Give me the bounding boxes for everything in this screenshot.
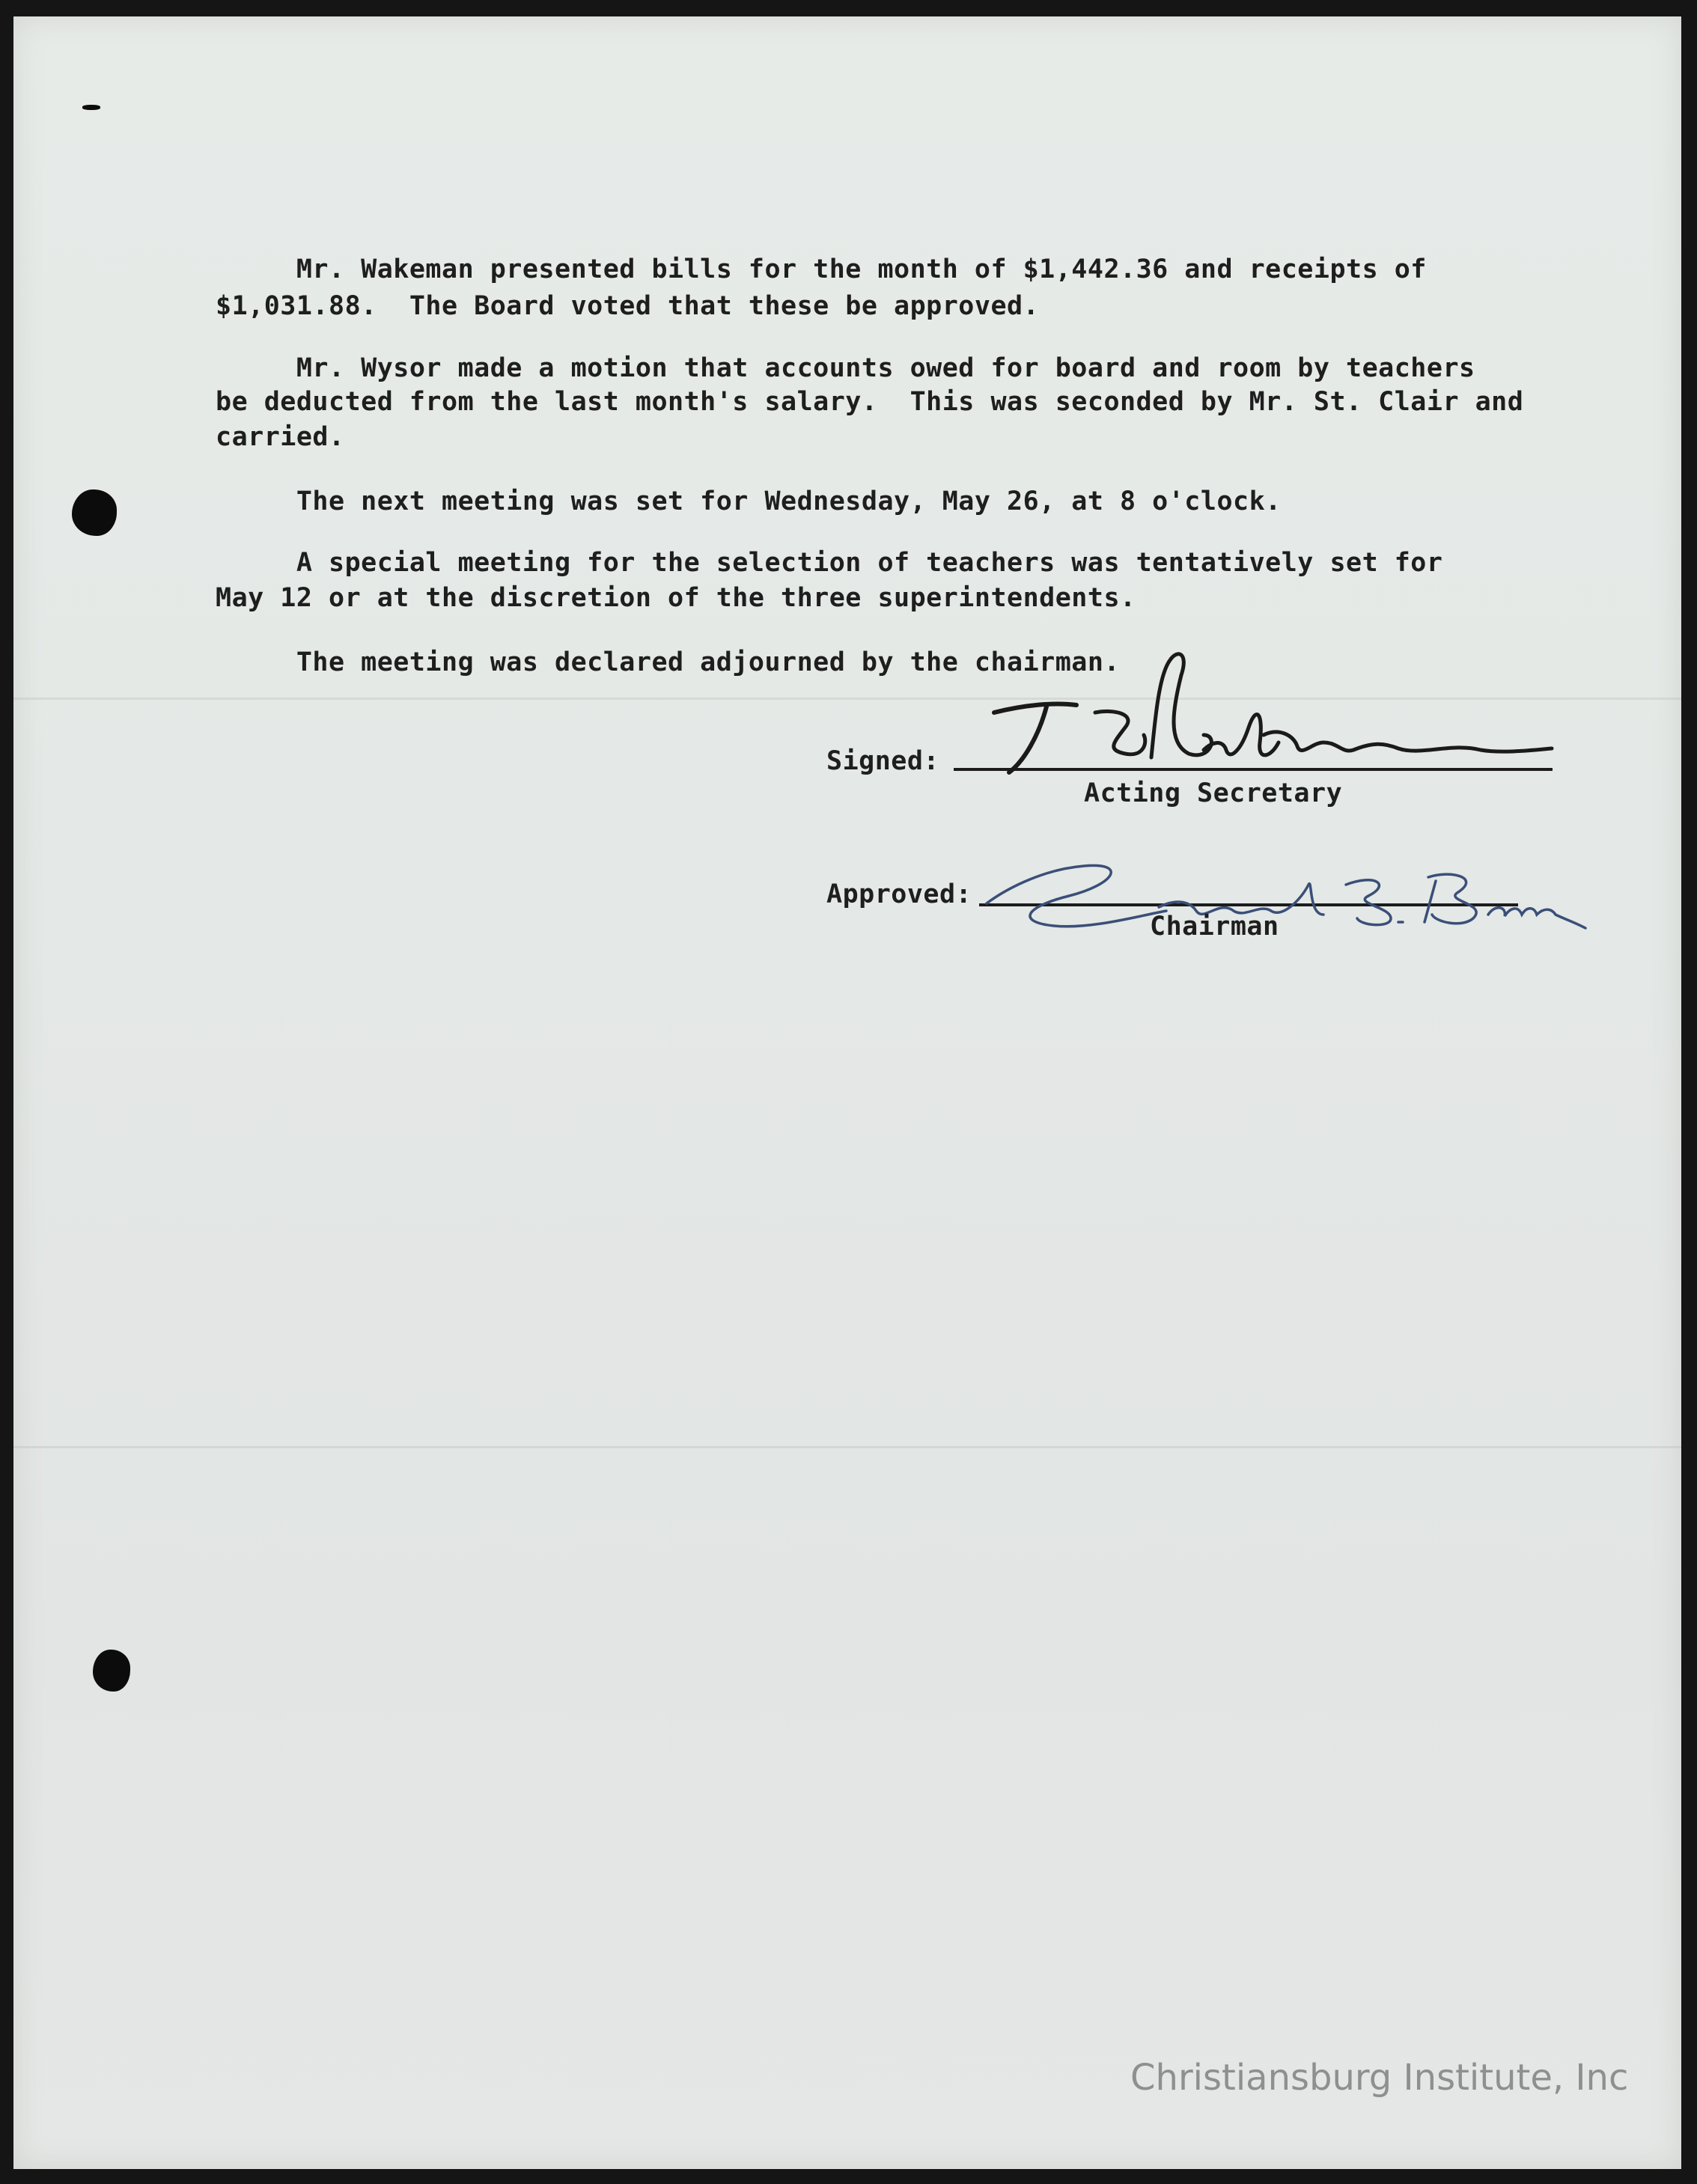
paragraph-3-line-1: The next meeting was set for Wednesday, May 26, at 8 o'clock. [216,486,1282,516]
approved-label: Approved: [826,879,972,909]
paragraph-1-line-1: Mr. Wakeman presented bills for the month of $1,442.36 and receipts of [216,254,1427,284]
chairman-signature [972,840,1593,937]
signed-title: Acting Secretary [1084,778,1343,808]
paragraph-2-line-2: be deducted from the last month's salary. This was seconded by Mr. St. Clair and [216,387,1524,417]
approved-title: Chairman [1150,912,1279,942]
fold-crease [13,1446,1681,1448]
paragraph-2-line-1: Mr. Wysor made a motion that accounts owed for board and room by teachers [216,353,1475,383]
paragraph-2-line-3: carried. [216,422,345,452]
secretary-signature [964,630,1563,780]
bleedthrough-texture [717,1738,762,1843]
punch-hole [93,1650,130,1692]
punch-hole [72,489,117,536]
paragraph-5-line-1: The meeting was declared adjourned by the chairman. [216,647,1121,677]
ink-mark [82,105,100,110]
signed-label: Signed: [826,746,940,776]
paragraph-4-line-2: May 12 or at the discretion of the three superintendents. [216,583,1136,613]
paragraph-4-line-1: A special meeting for the selection of teachers was tentatively set for [216,548,1443,578]
paragraph-1-line-2: $1,031.88. The Board voted that these be approved. [216,291,1040,321]
watermark-text: Christiansburg Institute, Inc [1130,2057,1629,2099]
document-page [13,16,1681,2169]
